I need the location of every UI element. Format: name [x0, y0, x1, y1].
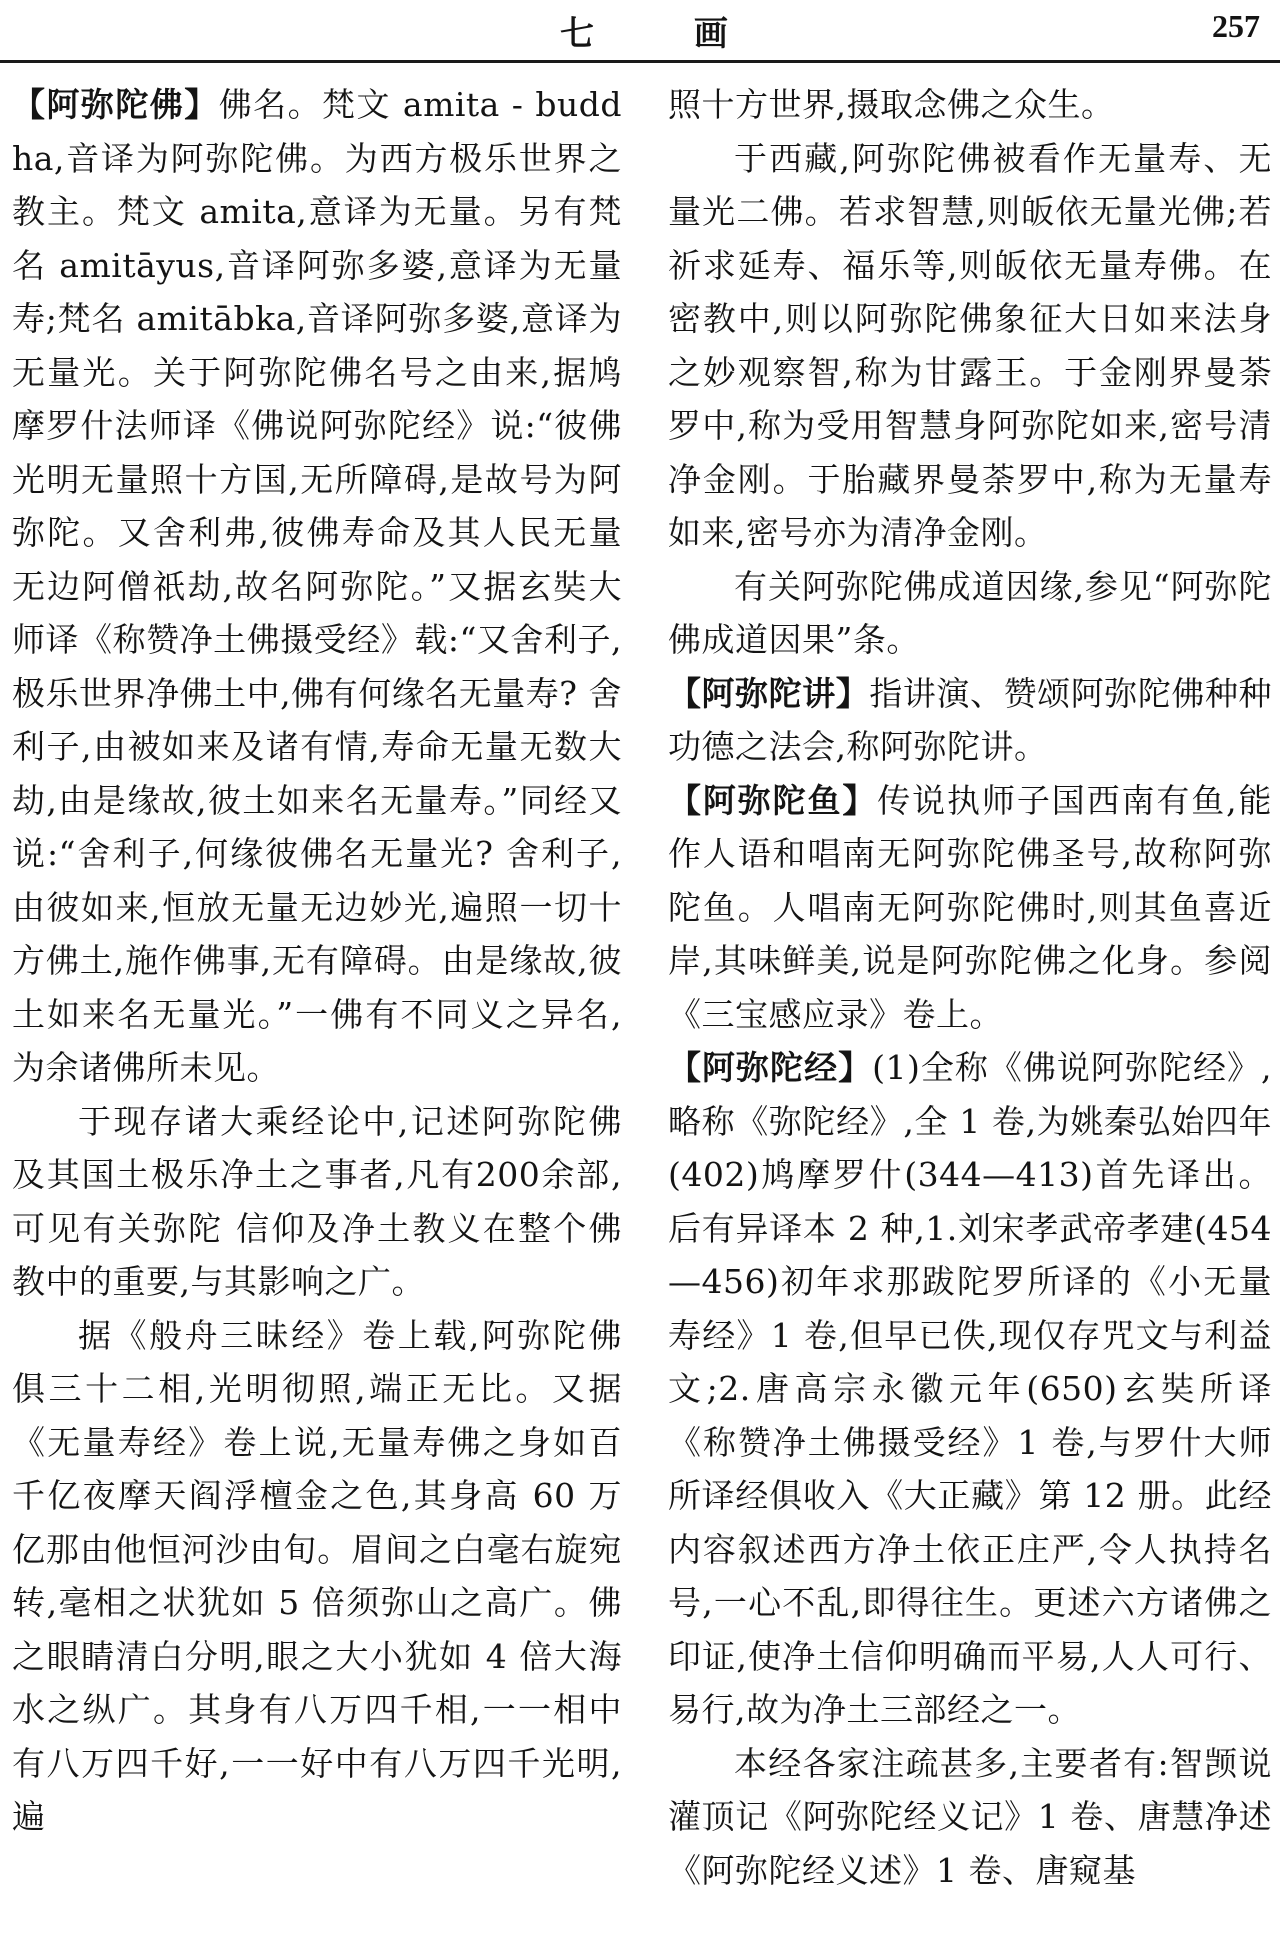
headword: 【阿弥陀经】	[668, 1048, 873, 1087]
headword: 【阿弥陀讲】	[668, 673, 870, 713]
entry-amituo-jiang	[668, 667, 1272, 774]
entry-text: 指讲演、赞颂阿弥陀佛种种功德之法会,称阿弥陀讲。	[668, 673, 1272, 766]
headword: 【阿弥陀佛】	[12, 85, 219, 124]
paragraph-text: 照十方世界,摄取念佛之众生。	[668, 85, 1115, 124]
entry-text: (1)全称《佛说阿弥陀经》,略称《弥陀经》,全 1 卷,为姚秦弘始四年(402)鸠摩罗什(344—413)首先译出。后有异译本 2 种,1.刘宋孝武帝孝建(454—456)初年求那跋陀罗所译的《小无量寿经》1 卷,但早已佚,现仅存咒文与利益文;2.唐高宗永徽元年(650)玄奘所译《称赞净土佛摄受经》1 卷,与罗什大师所译经俱收入《大正藏》第 12 册。此经内容叙述西方净土依正庄严,令人执持名号,一心不乱,即得往生。更述六方诸佛之印证,使净土信仰明确而平易,人人可行、易行,故为净土三部经之一。	[668, 1048, 1272, 1729]
entry-amituo-yu	[668, 774, 1272, 1042]
page-number: 257	[1212, 8, 1260, 44]
paragraph	[668, 1737, 1272, 1898]
left-column	[12, 78, 622, 1938]
headword: 【阿弥陀鱼】	[668, 780, 878, 820]
paragraph-text: 本经各家注疏甚多,主要者有:智𫖮说灌顶记《阿弥陀经义记》1 卷、唐慧净述《阿弥陀经义述》1 卷、唐窥基	[668, 1743, 1272, 1890]
right-column	[668, 78, 1272, 1938]
paragraph	[12, 1309, 622, 1844]
entry-amitabha	[12, 78, 622, 1095]
page-header	[0, 0, 1280, 62]
paragraph	[668, 560, 1272, 667]
paragraph	[668, 78, 1272, 132]
paragraph	[668, 132, 1272, 560]
header-rule	[0, 60, 1280, 63]
paragraph-text: 据《般舟三昧经》卷上载,阿弥陀佛俱三十二相,光明彻照,端正无比。又据《无量寿经》卷上说,无量寿佛之身如百千亿夜摩天阎浮檀金之色,其身高 60 万亿那由他恒河沙由旬。眉间之白毫右旋宛转,毫相之状犹如 5 倍须弥山之高广。佛之眼睛清白分明,眼之大小犹如 4 倍大海水之纵广。其身有八万四千相,一一相中有八万四千好,一一好中有八万四千光明,遍	[12, 1315, 622, 1836]
paragraph-text: 于西藏,阿弥陀佛被看作无量寿、无量光二佛。若求智慧,则皈依无量光佛;若祈求延寿、福乐等,则皈依无量寿佛。在密教中,则以阿弥陀佛象征大日如来法身之妙观察智,称为甘露王。于金刚界曼荼罗中,称为受用智慧身阿弥陀如来,密号清净金刚。于胎藏界曼荼罗中,称为无量寿如来,密号亦为清净金刚。	[668, 138, 1272, 552]
paragraph	[12, 1095, 622, 1309]
entry-amituo-jing	[668, 1041, 1272, 1737]
section-title: 七 画	[560, 14, 772, 54]
paragraph-text: 有关阿弥陀佛成道因缘,参见“阿弥陀佛成道因果”条。	[668, 566, 1272, 659]
entry-text: 传说执师子国西南有鱼,能作人语和唱南无阿弥陀佛圣号,故称阿弥陀鱼。人唱南无阿弥陀佛时,则其鱼喜近岸,其味鲜美,说是阿弥陀佛之化身。参阅《三宝感应录》卷上。	[668, 780, 1272, 1034]
entry-text: 佛名。梵文 amita - buddha,音译为阿弥陀佛。为西方极乐世界之教主。梵文 amita,意译为无量。另有梵名 amitāyus,音译阿弥多婆,意译为无量寿;梵名 amitābka,音译阿弥多婆,意译为无量光。关于阿弥陀佛名号之由来,据鸠摩罗什法师译《佛说阿弥陀经》说:“彼佛光明无量照十方国,无所障碍,是故号为阿弥陀。又舍利弗,彼佛寿命及其人民无量无边阿僧祇劫,故名阿弥陀。”又据玄奘大师译《称赞净土佛摄受经》载:“又舍利子,极乐世界净佛土中,佛有何缘名无量寿? 舍利子,由被如来及诸有情,寿命无量无数大劫,由是缘故,彼土如来名无量寿。”同经又说:“舍利子,何缘彼佛名无量光? 舍利子,由彼如来,恒放无量无边妙光,遍照一切十方佛土,施作佛事,无有障碍。由是缘故,彼土如来名无量光。”一佛有不同义之异名,为余诸佛所未见。	[12, 85, 622, 1087]
paragraph-text: 于现存诸大乘经论中,记述阿弥陀佛及其国土极乐净土之事者,凡有200余部,可见有关弥陀 信仰及净土教义在整个佛教中的重要,与其影响之广。	[12, 1101, 622, 1301]
